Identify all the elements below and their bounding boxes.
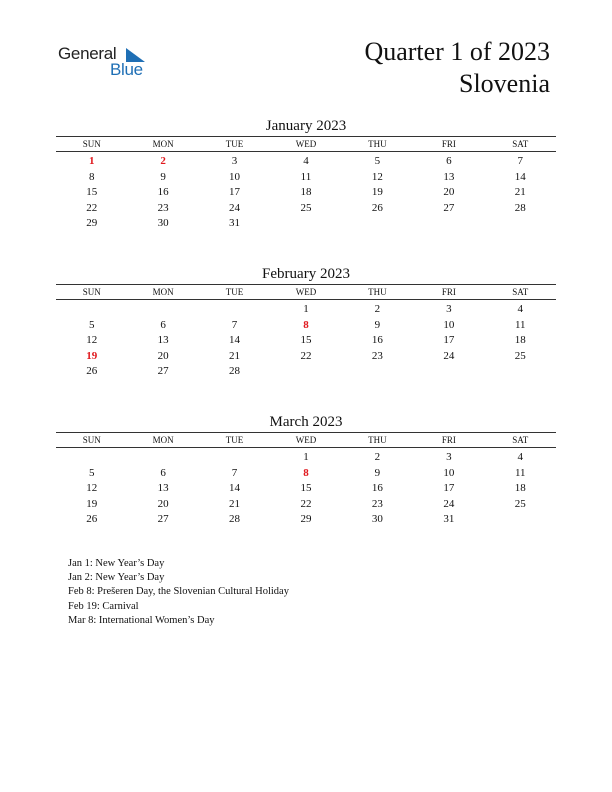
day-cell — [342, 364, 413, 380]
day-cell: 15 — [86, 186, 98, 198]
day-cell: 16 — [371, 482, 383, 494]
day-cell: 6 — [446, 155, 452, 167]
day-cell: 23 — [157, 201, 169, 214]
weekday-sun: SUN — [82, 139, 101, 149]
weekday-header — [56, 432, 556, 448]
holiday-day-cell: 2 — [160, 155, 166, 167]
day-cell: 14 — [514, 170, 526, 183]
day-cell: 18 — [514, 482, 526, 494]
weekday-header — [56, 136, 556, 152]
weekday-thu: THU — [368, 435, 387, 445]
weekday-mon: MON — [152, 435, 174, 445]
day-cell: 25 — [514, 497, 526, 510]
day-cell: 21 — [514, 186, 526, 198]
day-cell: 11 — [300, 170, 312, 183]
weekday-wed: WED — [295, 139, 317, 149]
day-cell: 20 — [157, 349, 169, 362]
month-calendar-january — [56, 116, 556, 232]
day-cell: 14 — [229, 482, 241, 494]
day-cell: 13 — [443, 170, 455, 183]
day-cell: 11 — [514, 318, 526, 331]
day-cell: 27 — [157, 365, 169, 377]
day-cell: 12 — [86, 482, 98, 494]
day-cell: 17 — [443, 482, 455, 494]
day-cell — [413, 216, 484, 232]
day-cell: 28 — [229, 365, 241, 377]
day-cell: 21 — [229, 349, 241, 362]
day-cell — [127, 302, 198, 318]
day-cell: 17 — [443, 334, 455, 346]
day-cell: 31 — [443, 513, 455, 525]
day-cell: 3 — [446, 303, 452, 315]
weekday-mon: MON — [152, 287, 174, 297]
day-cell: 29 — [300, 513, 312, 525]
holiday-list — [68, 557, 289, 628]
holiday-note: Feb 8: Prešeren Day, the Slovenian Cultural Holiday — [68, 586, 289, 598]
day-cell: 6 — [160, 466, 166, 479]
weekday-fri: FRI — [441, 139, 456, 149]
day-cell — [56, 302, 127, 318]
day-cell: 3 — [446, 451, 452, 463]
day-cell: 28 — [229, 513, 241, 525]
day-cell — [270, 216, 341, 232]
day-cell: 13 — [157, 334, 169, 346]
holiday-day-cell: 8 — [303, 318, 309, 331]
day-cell: 1 — [303, 303, 309, 315]
day-cell: 9 — [374, 318, 381, 331]
weekday-sun: SUN — [82, 435, 101, 445]
page-title — [364, 36, 550, 100]
day-cell: 23 — [371, 497, 383, 510]
day-cell: 25 — [300, 201, 312, 214]
day-cell: 8 — [88, 170, 95, 183]
day-cell — [413, 364, 484, 380]
weekday-header — [56, 284, 556, 300]
day-cell: 3 — [231, 155, 238, 167]
weekday-fri: FRI — [441, 287, 456, 297]
day-cell: 19 — [371, 186, 383, 198]
day-cell: 23 — [371, 349, 383, 362]
day-cell: 18 — [514, 334, 526, 346]
logo-general-text: General — [58, 44, 117, 63]
day-cell: 20 — [443, 186, 455, 198]
weekday-wed: WED — [295, 287, 317, 297]
day-cell: 13 — [157, 482, 169, 494]
holiday-day-cell: 8 — [303, 466, 309, 479]
day-cell: 31 — [229, 217, 241, 229]
day-cell: 30 — [371, 513, 383, 525]
day-cell: 29 — [86, 217, 98, 229]
day-cell: 22 — [300, 349, 312, 362]
holiday-note: Jan 1: New Year’s Day — [68, 558, 165, 569]
day-cell: 24 — [443, 497, 455, 510]
day-cell: 17 — [229, 186, 241, 198]
month-title: January 2023 — [265, 118, 347, 134]
day-cell: 27 — [443, 201, 455, 214]
day-cell: 5 — [88, 466, 95, 479]
month-title: March 2023 — [269, 414, 343, 430]
day-cell: 19 — [86, 497, 98, 510]
day-cell: 1 — [303, 451, 309, 463]
day-cell: 21 — [229, 497, 241, 510]
day-cell: 26 — [86, 365, 98, 377]
weekday-fri: FRI — [441, 435, 456, 445]
day-cell: 9 — [160, 170, 166, 183]
day-cell — [199, 302, 270, 318]
day-cell: 12 — [371, 170, 383, 183]
day-cell: 22 — [300, 497, 312, 510]
day-cell: 5 — [88, 318, 95, 331]
day-cell: 7 — [231, 318, 238, 331]
day-cell: 28 — [514, 201, 526, 214]
holiday-day-cell: 1 — [88, 155, 95, 167]
quarter-title: Quarter 1 of 2023 — [364, 37, 550, 66]
day-cell: 24 — [229, 201, 241, 214]
weekday-tue: TUE — [225, 287, 244, 297]
day-cell: 26 — [371, 201, 383, 214]
holiday-note: Feb 19: Carnival — [68, 600, 139, 612]
weekday-tue: TUE — [225, 139, 244, 149]
weekday-mon: MON — [152, 139, 174, 149]
day-cell: 2 — [374, 303, 381, 315]
day-cell: 7 — [231, 466, 238, 479]
day-cell: 24 — [443, 349, 455, 362]
day-cell: 10 — [443, 318, 455, 331]
logo — [58, 44, 158, 84]
weekday-tue: TUE — [225, 435, 244, 445]
day-cell — [199, 450, 270, 466]
holiday-note: Jan 2: New Year’s Day — [68, 572, 165, 584]
day-cell — [270, 364, 341, 380]
day-cell: 14 — [229, 334, 241, 346]
month-title: February 2023 — [262, 266, 350, 282]
day-cell: 10 — [443, 466, 455, 479]
day-cell: 20 — [157, 497, 169, 510]
day-cell — [56, 450, 127, 466]
day-cell: 30 — [157, 217, 169, 229]
month-calendar-february — [56, 264, 556, 380]
day-cell: 5 — [374, 155, 381, 167]
weekday-sat: SAT — [512, 287, 529, 297]
month-calendar-march — [56, 412, 556, 528]
day-grid — [56, 154, 556, 232]
day-cell: 16 — [157, 186, 169, 198]
day-cell: 2 — [374, 451, 381, 463]
day-cell: 4 — [303, 155, 309, 167]
weekday-thu: THU — [368, 139, 387, 149]
day-cell: 12 — [86, 334, 98, 346]
day-cell: 15 — [300, 482, 312, 494]
day-cell: 4 — [517, 303, 523, 315]
day-cell — [485, 512, 556, 528]
weekday-sat: SAT — [512, 435, 529, 445]
day-cell: 4 — [517, 451, 523, 463]
day-cell: 25 — [514, 349, 526, 362]
weekday-wed: WED — [295, 435, 317, 445]
day-cell: 6 — [160, 318, 166, 331]
holiday-day-cell: 19 — [86, 349, 98, 362]
day-cell: 27 — [157, 513, 169, 525]
day-cell: 10 — [229, 170, 241, 183]
day-cell: 26 — [86, 513, 98, 525]
day-cell: 16 — [371, 334, 383, 346]
logo-blue-text: Blue — [110, 60, 143, 79]
weekday-thu: THU — [368, 287, 387, 297]
country-title: Slovenia — [459, 69, 550, 98]
day-cell: 11 — [514, 466, 526, 479]
day-cell — [127, 450, 198, 466]
weekday-sun: SUN — [82, 287, 101, 297]
day-cell: 7 — [517, 155, 523, 167]
day-cell — [485, 364, 556, 380]
day-cell: 18 — [300, 186, 312, 198]
day-cell: 15 — [300, 334, 312, 346]
day-grid — [56, 302, 556, 380]
day-grid — [56, 450, 556, 528]
day-cell — [485, 216, 556, 232]
day-cell: 9 — [374, 466, 381, 479]
day-cell: 22 — [86, 201, 98, 214]
day-cell — [342, 216, 413, 232]
holiday-note: Mar 8: International Women’s Day — [68, 614, 215, 626]
weekday-sat: SAT — [512, 139, 529, 149]
